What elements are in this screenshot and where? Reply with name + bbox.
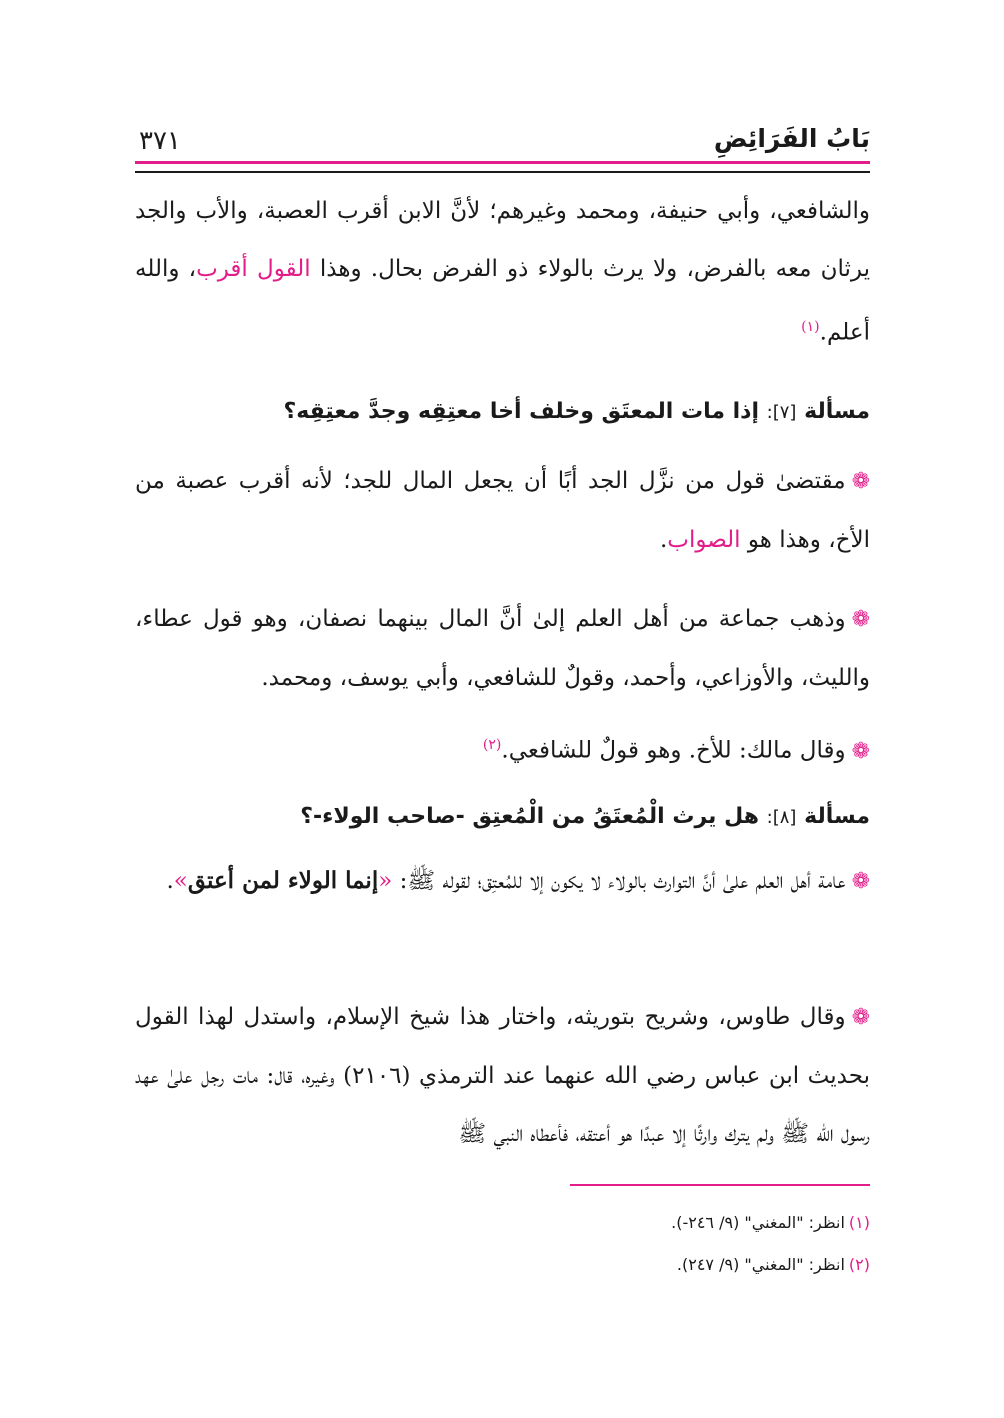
rosette-icon: ❁ bbox=[851, 607, 870, 632]
highlighted-phrase: القول أقرب bbox=[196, 256, 311, 282]
rosette-icon: ❁ bbox=[851, 738, 870, 764]
header-rule-pink bbox=[135, 161, 870, 164]
question-heading-7 bbox=[135, 395, 870, 430]
question-number: [٨]: bbox=[766, 807, 797, 828]
footnote-text: انظر: "المغني" (٩/ ٢٤٧). bbox=[676, 1255, 845, 1274]
footnote-number: (١) bbox=[848, 1213, 870, 1232]
paragraph-text: وقال طاوس، وشريح بتوريثه، واختار هذا شيخ الإسلام، واستدل لهذا القول بحديث ابن عباس رضي الله عنهما عند الترمذي (٢١٠٦) وغيره، قال: مات رجل علىٰ عهد رسول الله ﷺ ولم يترك وارثًا إلا عبدًا هو أعتقه، فأعطاه النبي ﷺ bbox=[135, 1004, 870, 1147]
quote-open: « bbox=[378, 868, 393, 894]
paragraph-text: . bbox=[659, 527, 668, 553]
paragraph-q7-3 bbox=[135, 716, 870, 781]
footnote-ref-1[interactable]: (١) bbox=[801, 319, 820, 335]
paragraph-text: ، والله أعلم. bbox=[135, 256, 870, 346]
question-number: [٧]: bbox=[766, 402, 797, 423]
question-prefix: مسألة bbox=[804, 804, 870, 829]
footnote-separator bbox=[570, 1184, 870, 1186]
rosette-icon: ❁ bbox=[851, 869, 870, 894]
paragraph-q8-2 bbox=[135, 988, 870, 1163]
quote-close: » bbox=[173, 868, 188, 894]
page-header bbox=[135, 118, 870, 162]
rosette-icon: ❁ bbox=[851, 1005, 870, 1030]
paragraph-text: . bbox=[166, 868, 174, 894]
paragraph-text: وذهب جماعة من أهل العلم إلىٰ أنَّ المال بينهما نصفان، وهو قول عطاء، والليث، والأوزاعي، وأحمد، وقولٌ للشافعي، وأبي يوسف، ومحمد. bbox=[135, 606, 870, 691]
question-title: هل يرث الْمُعتَقُ من الْمُعتِق -صاحب الولاء-؟ bbox=[300, 804, 759, 829]
book-page bbox=[135, 0, 870, 1418]
paragraph-q8-1 bbox=[135, 852, 870, 911]
question-title: إذا مات المعتَق وخلف أخا معتِقِه وجدَّ معتِقِه؟ bbox=[283, 399, 759, 424]
paragraph-text: وقال مالك: للأخ. وهو قولٌ للشافعي. bbox=[501, 737, 846, 764]
rosette-icon: ❁ bbox=[851, 469, 870, 494]
paragraph-intro bbox=[135, 182, 870, 362]
highlighted-phrase: الصواب bbox=[667, 527, 741, 553]
question-heading-8 bbox=[135, 800, 870, 835]
question-prefix: مسألة bbox=[804, 399, 870, 424]
footnote-number: (٢) bbox=[848, 1255, 870, 1274]
paragraph-text: عامة أهل العلم علىٰ أنَّ التوارث بالولاء لا يكون إلا للمُعتِق؛ لقوله ﷺ: bbox=[399, 868, 846, 894]
footnote-2 bbox=[135, 1252, 870, 1278]
paragraph-q7-1 bbox=[135, 452, 870, 569]
page-number: ٣٧١ bbox=[139, 126, 181, 156]
footnote-ref-2[interactable]: (٢) bbox=[482, 737, 502, 753]
chapter-title: بَابُ الفَرَائِضِ bbox=[713, 124, 870, 153]
hadith-quote: إنما الولاء لمن أعتق bbox=[187, 867, 379, 894]
paragraph-q7-2 bbox=[135, 590, 870, 707]
footnote-1 bbox=[135, 1210, 870, 1236]
paragraph-text: والشافعي، وأبي حنيفة، ومحمد وغيرهم؛ لأنَّ الابن أقرب العصبة، والأب والجد يرثان معه بالفرض، ولا يرث بالولاء ذو الفرض بحال. وهذا bbox=[135, 198, 870, 282]
header-rule-black bbox=[135, 171, 870, 173]
paragraph-text: مقتضىٰ قول من نزَّل الجد أبًا أن يجعل المال للجد؛ لأنه أقرب عصبة من الأخ، وهذا هو bbox=[135, 468, 870, 553]
footnote-text: انظر: "المغني" (٩/ ٢٤٦-). bbox=[671, 1213, 845, 1232]
